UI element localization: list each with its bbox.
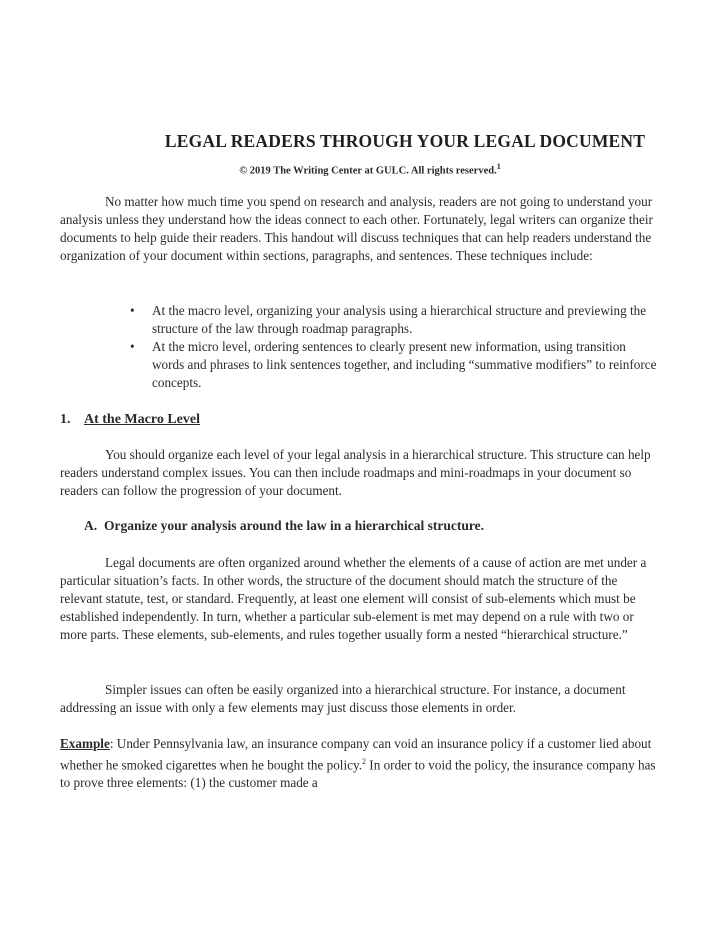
subsection-a-paragraph-1: Legal documents are often organized around whether the elements of a cause of action are met under a particular situation’s facts. In other words, the structure of the document should match the structure of the relevant statute, test, or standard. Frequently, at least one element will consist of sub-elements which must be established independently. In turn, whether a particular sub-element is met may depend on a rule with two or more parts. These elements, sub-elements, and rules together usually form a nested “hierarchical structure.”	[60, 555, 647, 642]
list-item	[130, 338, 658, 392]
section-1-paragraph: You should organize each level of your legal analysis in a hierarchical structure. This structure can help readers understand complex issues. You can then include roadmaps and mini-roadmaps in your document so readers can follow the progression of your document.	[60, 447, 651, 498]
bullet-icon: •	[130, 339, 135, 354]
copyright-line	[0, 162, 720, 177]
copyright-text: © 2019 The Writing Center at GULC. All rights reserved.	[239, 165, 497, 177]
section-number: 1.	[60, 412, 71, 427]
example-footnote-ref: 2	[362, 757, 366, 766]
subsection-a-heading	[84, 518, 484, 534]
intro-paragraph: No matter how much time you spend on research and analysis, readers are not going to understand your analysis unless they understand how the ideas connect to each other. Fortunately, legal writers can organize their documents to help guide their readers. This handout will discuss techniques that can help readers understand the organization of your document within sections, paragraphs, and sentences. These techniques include:	[60, 194, 653, 263]
list-item	[130, 302, 658, 338]
list-item-text: At the micro level, ordering sentences to clearly present new information, using transition words and phrases to link sentences together, and including “summative modifiers” to reinforce concepts.	[152, 339, 657, 390]
example-label: Example	[60, 736, 110, 751]
subsection-title: Organize your analysis around the law in a hierarchical structure.	[104, 518, 485, 533]
example-paragraph	[60, 735, 660, 792]
example-text-continued: In order to void the policy, the insurance company has to prove three elements: (1) the customer made a	[60, 757, 656, 791]
subsection-letter: A.	[84, 518, 98, 533]
section-1-heading	[60, 412, 200, 428]
bullet-icon: •	[130, 303, 135, 318]
list-item-text: At the macro level, organizing your analysis using a hierarchical structure and previewing the structure of the law through roadmap paragraphs.	[152, 303, 647, 336]
subsection-a-paragraph-2: Simpler issues can often be easily organized into a hierarchical structure. For instance, a document addressing an issue with only a few elements may just discuss those elements in order.	[60, 682, 626, 715]
techniques-list	[130, 302, 658, 392]
document-title: LEGAL READERS THROUGH YOUR LEGAL DOCUMENT	[164, 131, 646, 151]
section-title: At the Macro Level	[84, 412, 200, 427]
example-text: : Under Pennsylvania law, an insurance company can void an insurance policy if a customer lied about whether he smoked cigarettes when he bought the policy.	[60, 736, 652, 773]
copyright-footnote-ref: 1	[496, 162, 501, 171]
